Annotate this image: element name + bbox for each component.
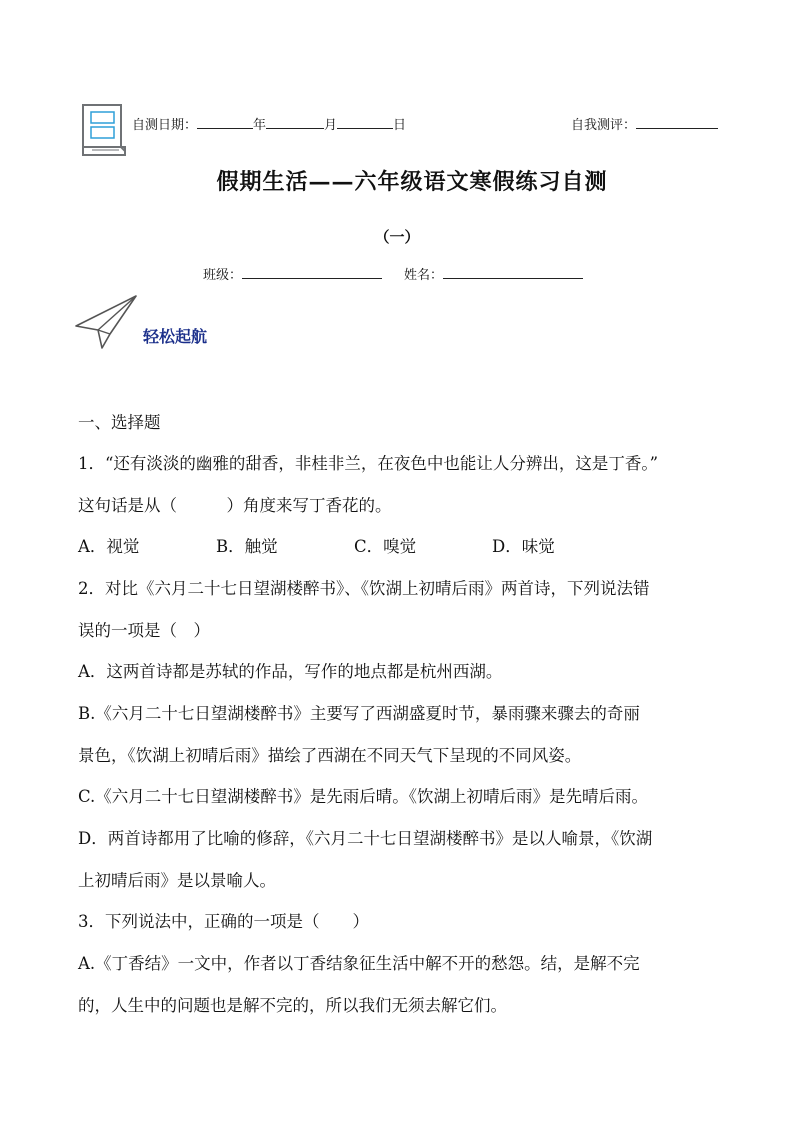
section-heading: 一、选择题	[78, 413, 161, 432]
year-label: 年	[253, 118, 267, 133]
self-test-date	[132, 114, 406, 133]
option-b[interactable]: B．触觉	[216, 537, 278, 556]
question-2-line-1: 2．对比《六月二十七日望湖楼醉书》、《饮湖上初晴后雨》两首诗，下列说法错	[78, 579, 650, 598]
question-3-option-a[interactable]: A.《丁香结》一文中，作者以丁香结象征生活中解不开的愁怨。结，是解不完	[78, 954, 640, 973]
self-eval-label: 自我测评：	[570, 118, 636, 133]
class-name-line	[203, 264, 583, 283]
question-2-line-2: 误的一项是（ ）	[78, 621, 210, 640]
question-1-line-1: 1．“还有淡淡的幽雅的甜香，非桂非兰，在夜色中也能让人分辨出，这是丁香。”	[78, 454, 659, 473]
question-2-option-b[interactable]: B.《六月二十七日望湖楼醉书》主要写了西湖盛夏时节，暴雨骤来骤去的奇丽	[78, 704, 640, 723]
question-2-option-c[interactable]: C.《六月二十七日望湖楼醉书》是先雨后晴。《饮湖上初晴后雨》是先晴后雨。	[78, 787, 649, 806]
name-blank[interactable]	[443, 264, 583, 279]
question-1-options	[78, 533, 630, 557]
class-label: 班级：	[203, 268, 243, 283]
month-label: 月	[324, 118, 338, 133]
question-2-option-b-cont: 景色，《饮湖上初晴后雨》描绘了西湖在不同天气下呈现的不同风姿。	[78, 746, 582, 765]
class-blank[interactable]	[242, 264, 382, 279]
name-label: 姓名：	[404, 268, 444, 283]
self-evaluation	[571, 114, 718, 133]
page-title: 假期生活——六年级语文寒假练习自测	[216, 169, 608, 195]
date-label: 自测日期：	[132, 118, 198, 133]
month-blank[interactable]	[266, 114, 324, 129]
year-blank[interactable]	[197, 114, 253, 129]
book-icon	[79, 103, 129, 159]
option-c[interactable]: C．嗅觉	[354, 537, 417, 556]
day-blank[interactable]	[337, 114, 393, 129]
question-2-option-a[interactable]: A．这两首诗都是苏轼的作品，写作的地点都是杭州西湖。	[78, 662, 503, 681]
header-row	[132, 114, 722, 134]
option-d[interactable]: D．味觉	[492, 537, 555, 556]
page-subtitle: （一）	[374, 228, 420, 246]
question-1-line-2: 这句话是从（ ）角度来写丁香花的。	[78, 496, 392, 515]
self-eval-blank[interactable]	[636, 114, 718, 129]
paper-plane-icon	[74, 294, 142, 350]
option-a[interactable]: A．视觉	[78, 537, 140, 556]
question-2-option-d[interactable]: D．两首诗都用了比喻的修辞，《六月二十七日望湖楼醉书》是以人喻景，《饮湖	[78, 829, 653, 848]
question-3-line-1: 3．下列说法中，正确的一项是（ ）	[78, 912, 369, 931]
question-2-option-d-cont: 上初晴后雨》是以景喻人。	[78, 871, 276, 890]
day-label: 日	[393, 118, 407, 133]
question-3-option-a-cont: 的，人生中的问题也是解不完的，所以我们无须去解它们。	[78, 996, 507, 1015]
section-badge: 轻松起航	[143, 327, 208, 346]
